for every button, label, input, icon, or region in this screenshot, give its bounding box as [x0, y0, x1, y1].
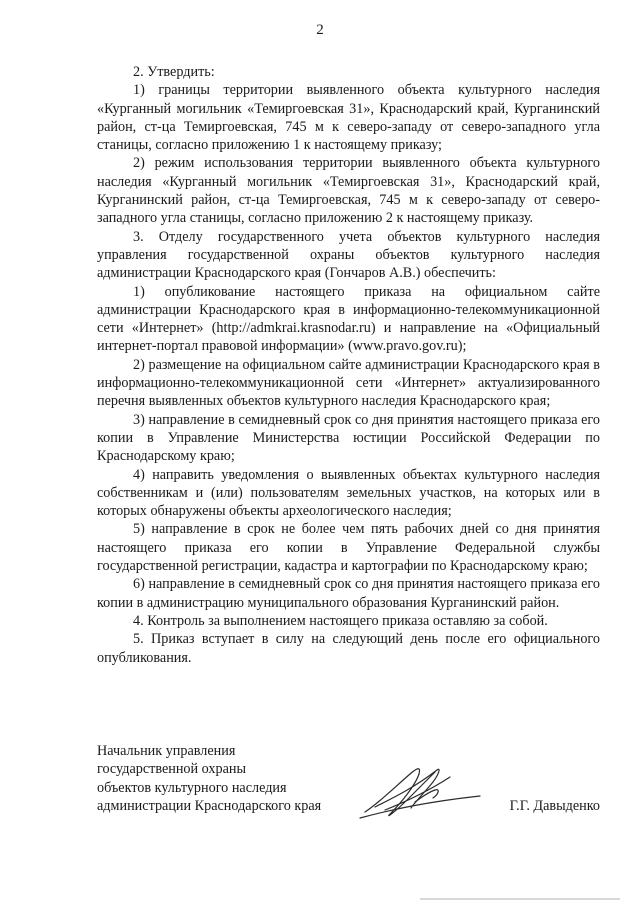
paragraph-effective-date: 5. Приказ вступает в силу на следующий день после его официального опубликования. [97, 631, 600, 666]
signer-title-line-1: Начальник управления [97, 743, 236, 759]
paragraph-item-1-boundaries: 1) границы территории выявленного объекта культурного наследия «Курганный могильник «Темиргоевская 31», Краснодарский край, Курганинский район, ст-ца Темиргоевская, 745 м к северо-западу от северо-западного угла станицы, согласно приложению 1 к настоящему приказу; [97, 82, 600, 154]
signer-title-line-4: администрации Краснодарского края [97, 797, 322, 814]
page-number: 2 [316, 22, 324, 38]
paragraph-sub-1-publication: 1) опубликование настоящего приказа на официальном сайте администрации Краснодарского края в информационно-телекоммуникационной сети «Интернет» (http://admkrai.krasnodar.ru) и направление на «Официальный интернет-портал правовой информации» (www.pravo.gov.ru); [97, 283, 600, 355]
paragraph-department-order: 3. Отделу государственного учета объектов культурного наследия управления государственной охраны объектов культурного наследия администрации Краснодарского края (Гончаров А.В.) обеспечить: [97, 228, 600, 282]
handwritten-signature [355, 752, 485, 832]
paragraph-approve: 2. Утвердить: [133, 64, 215, 80]
paragraph-control: 4. Контроль за выполнением настоящего приказа оставляю за собой. [133, 612, 548, 629]
paragraph-sub-2-placement: 2) размещение на официальном сайте администрации Краснодарского края в информационно-телекоммуникационной сети «Интернет» актуализированного перечня выявленных объектов культурного наследия Краснодарского края; [97, 356, 600, 410]
paragraph-sub-6-municipality: 6) направление в семидневный срок со дня принятия настоящего приказа его копии в администрацию муниципального образования Курганинский район. [97, 576, 600, 611]
document-body [97, 63, 600, 667]
signer-title-line-3: объектов культурного наследия [97, 779, 287, 796]
paragraph-item-2-regime: 2) режим использования территории выявленного объекта культурного наследия «Курганный могильник «Темиргоевская 31», Краснодарский край, Курганинский район, ст-ца Темиргоевская, 745 м к северо-западу от северо-западного угла станицы, согласно приложению 2 к настоящему приказу. [97, 155, 600, 227]
paragraph-sub-5-registry: 5) направление в срок не более чем пять рабочих дней со дня принятия настоящего приказа его копии в Управление Федеральной службы государственной регистрации, кадастра и картографии по Краснодарскому краю; [97, 521, 600, 575]
paragraph-sub-4-notifications: 4) направить уведомления о выявленных объектах культурного наследия собственникам и (или) пользователям земельных участков, на которых или в которых обнаружены объекты археологического наследия; [97, 466, 600, 520]
bottom-rule [420, 898, 620, 900]
signer-title-line-2: государственной охраны [97, 761, 247, 778]
signature-block [97, 742, 600, 815]
signer-name: Г.Г. Давыденко [509, 798, 600, 814]
paragraph-sub-3-justice: 3) направление в семидневный срок со дня принятия настоящего приказа его копии в Управление Министерства юстиции Российской Федерации по Краснодарскому краю; [97, 411, 600, 465]
